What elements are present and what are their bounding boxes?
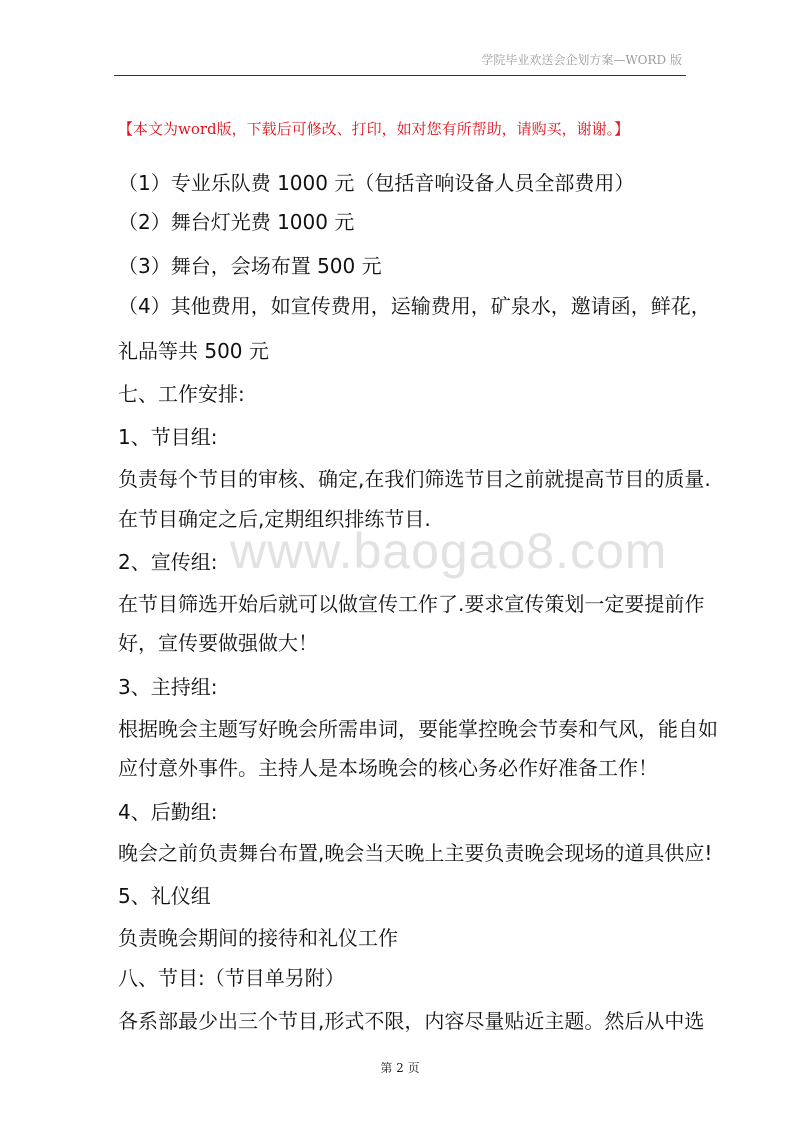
paragraph-line: 晚会之前负责舞台布置,晚会当天晚上主要负责晚会现场的道具供应!: [118, 841, 713, 865]
paragraph-line: 在节目筛选开始后就可以做宣传工作了.要求宣传策划一定要提前作: [118, 592, 705, 616]
section-heading-program: 八、节目:（节目单另附）: [118, 966, 345, 990]
budget-line-other: （4）其他费用，如宣传费用，运输费用，矿泉水，邀请函，鲜花，: [118, 294, 711, 318]
paragraph-line: 在节目确定之后,定期组织排练节目.: [118, 507, 431, 531]
paragraph-line: 各系部最少出三个节目,形式不限，内容尽量贴近主题。然后从中选: [118, 1009, 705, 1033]
budget-line-band: （1）专业乐队费 1000 元（包括音响设备人员全部费用）: [118, 171, 635, 195]
paragraph-line: 应付意外事件。主持人是本场晚会的核心务必作好准备工作！: [118, 756, 658, 780]
paragraph-line: 负责晚会期间的接待和礼仪工作: [118, 926, 398, 950]
section-heading-work: 七、工作安排:: [118, 382, 245, 406]
budget-line-stage: （3）舞台，会场布置 500 元: [118, 254, 382, 278]
group-heading-publicity: 2、宣传组:: [118, 550, 218, 574]
budget-line-other-cont: 礼品等共 500 元: [118, 339, 269, 363]
watermark-text: www.baogao8.com: [230, 523, 668, 579]
header-divider: [114, 75, 686, 76]
group-heading-logistics: 4、后勤组:: [118, 800, 218, 824]
paragraph-line: 根据晚会主题写好晚会所需串词，要能掌控晚会节奏和气风，能自如: [118, 717, 718, 741]
paragraph-line: 好，宣传要做强做大！: [118, 631, 318, 655]
download-notice: 【本文为word版，下载后可修改、打印，如对您有所帮助，请购买，谢谢。】: [118, 120, 630, 138]
document-header-title: 学院毕业欢送会企划方案—WORD 版: [481, 53, 682, 67]
paragraph-line: 负责每个节目的审核、确定,在我们筛选节目之前就提高节目的质量.: [118, 467, 711, 491]
page-number: 第 2 页: [380, 1061, 420, 1075]
budget-line-lighting: （2）舞台灯光费 1000 元: [118, 210, 355, 234]
group-heading-program: 1、节目组:: [118, 425, 218, 449]
group-heading-host: 3、主持组:: [118, 675, 218, 699]
group-heading-etiquette: 5、礼仪组: [118, 884, 211, 908]
